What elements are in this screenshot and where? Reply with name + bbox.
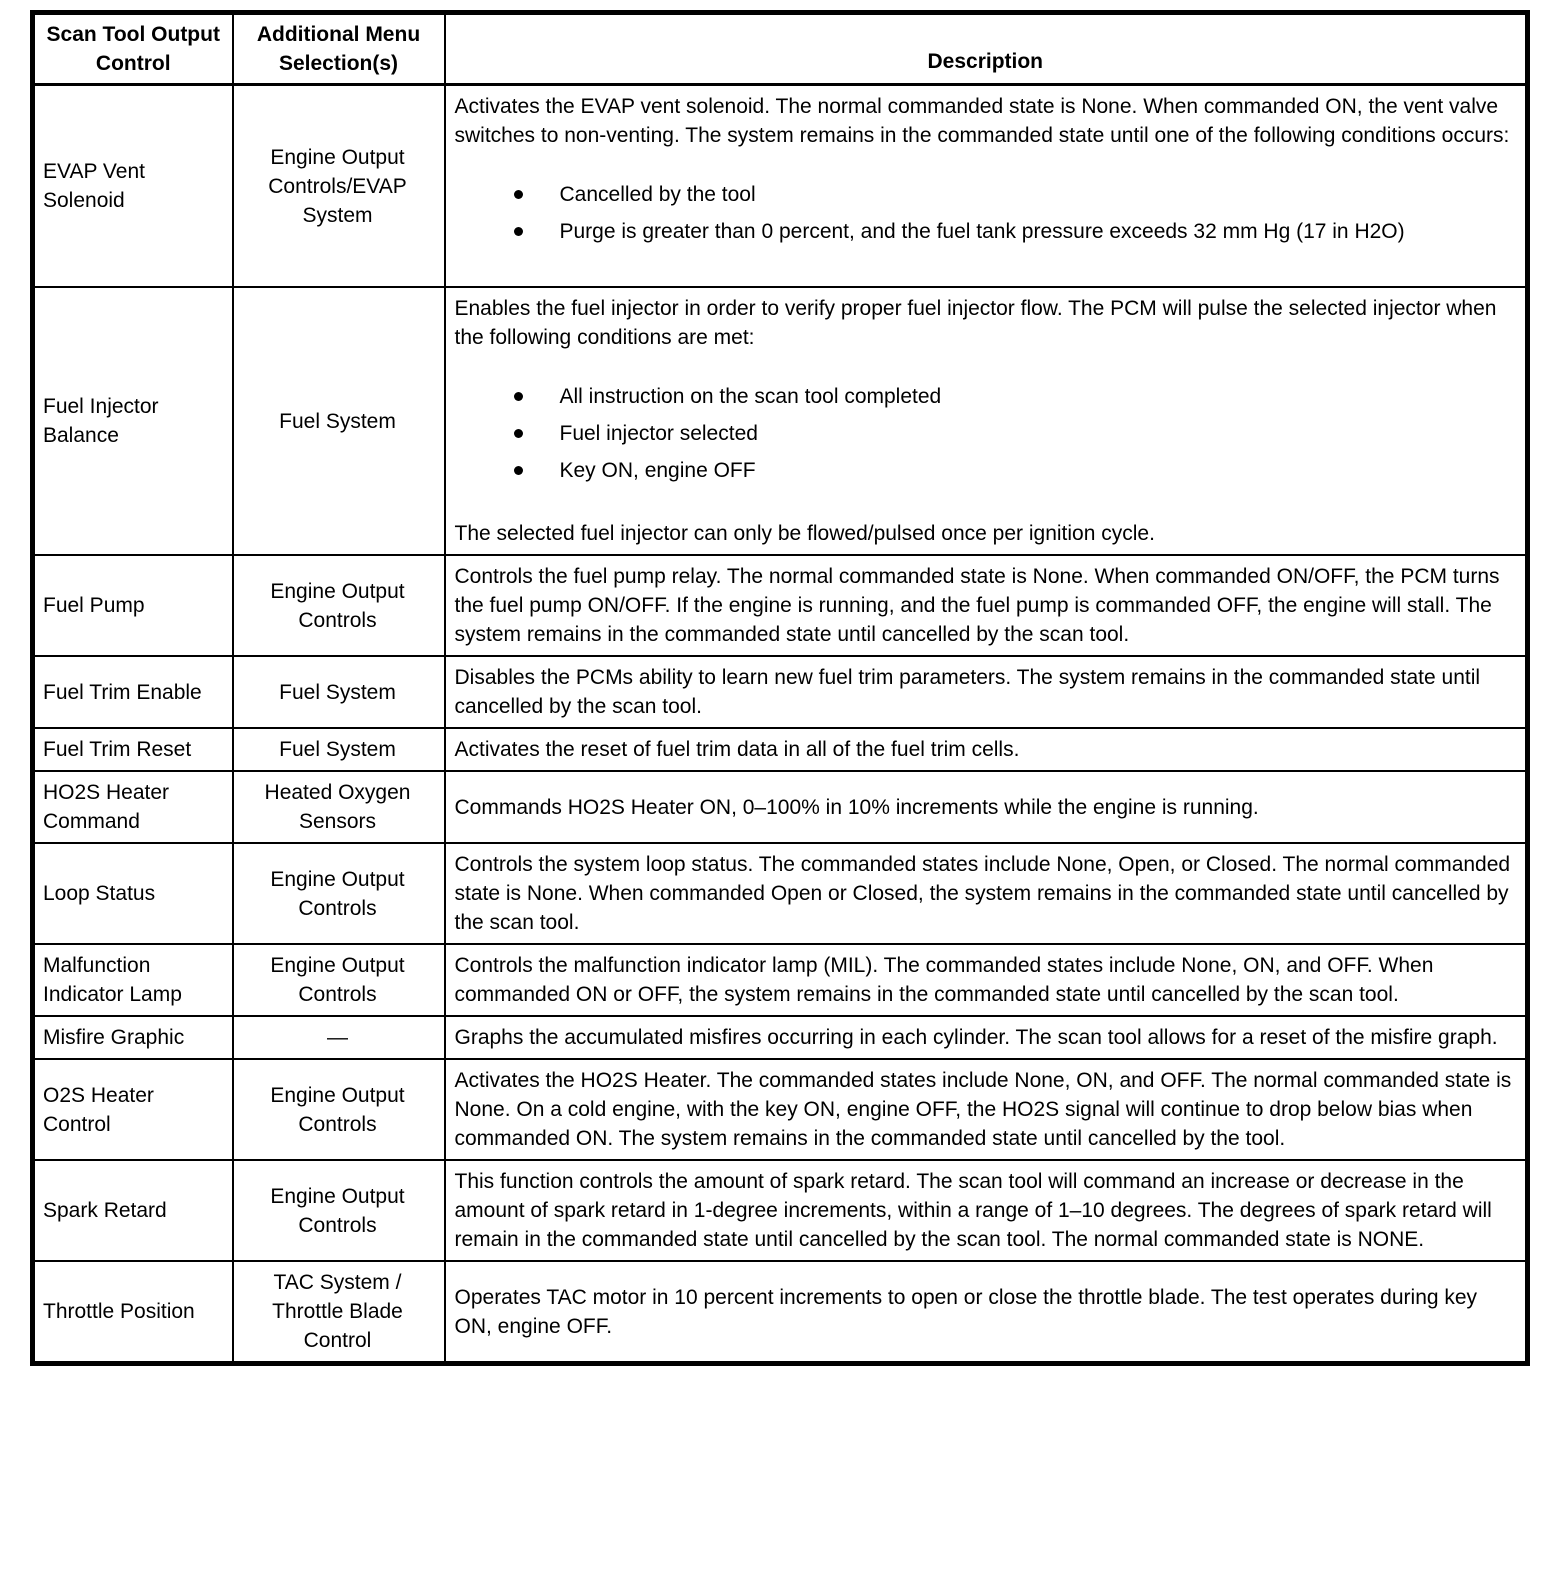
description-cell	[445, 1160, 1528, 1261]
header-additional-menu-selections: Additional Menu Selection(s)	[233, 13, 445, 85]
table-header	[33, 13, 1528, 85]
menu-cell: Fuel System	[233, 656, 445, 728]
menu-cell: —	[233, 1016, 445, 1059]
table-row	[33, 1261, 1528, 1364]
description-text: This function controls the amount of spark retard. The scan tool will command an increase or decrease in the amount of spark retard in 1-degree increments, within a range of 1–10 degrees. The degrees of spark retard will remain in the commanded state until cancelled by the scan tool. The normal commanded state is NONE.	[454, 1170, 1492, 1251]
control-cell: O2S Heater Control	[33, 1059, 233, 1160]
menu-cell: Fuel System	[233, 728, 445, 771]
description-cell	[445, 1016, 1528, 1059]
bullet-list	[455, 382, 1516, 485]
control-cell: EVAP Vent Solenoid	[33, 85, 233, 288]
menu-cell: Engine Output Controls	[233, 944, 445, 1016]
control-cell: Malfunction Indicator Lamp	[33, 944, 233, 1016]
description-text: Enables the fuel injector in order to verify proper fuel injector flow. The PCM will pulse the selected injector when the following conditions are met:	[454, 297, 1497, 349]
menu-cell: TAC System / Throttle Blade Control	[233, 1261, 445, 1364]
description-text: The selected fuel injector can only be flowed/pulsed once per ignition cycle.	[454, 522, 1155, 545]
description-cell	[445, 85, 1528, 288]
table-row	[33, 1016, 1528, 1059]
table-row	[33, 555, 1528, 656]
description-text: Controls the fuel pump relay. The normal commanded state is None. When commanded ON/OFF, the PCM turns the fuel pump ON/OFF. If the engine is running, and the fuel pump is commanded OFF, the engine will stall. The system remains in the commanded state until cancelled by the scan tool.	[454, 565, 1500, 646]
description-cell	[445, 287, 1528, 555]
menu-cell: Engine Output Controls	[233, 843, 445, 944]
description-cell	[445, 555, 1528, 656]
description-text: Activates the EVAP vent solenoid. The normal commanded state is None. When commanded ON, the vent valve switches to non-venting. The system remains in the commanded state until one of the following conditions occurs:	[454, 95, 1510, 147]
table-row	[33, 1059, 1528, 1160]
table-row	[33, 85, 1528, 288]
description-cell	[445, 944, 1528, 1016]
description-cell	[445, 728, 1528, 771]
table-row	[33, 1160, 1528, 1261]
bullet-item: Cancelled by the tool	[560, 180, 1516, 209]
description-cell	[445, 771, 1528, 843]
description-cell	[445, 656, 1528, 728]
description-text: Commands HO2S Heater ON, 0–100% in 10% increments while the engine is running.	[454, 795, 1259, 819]
table-body	[33, 85, 1528, 1364]
control-cell: Fuel Trim Enable	[33, 656, 233, 728]
description-text: Controls the system loop status. The commanded states include None, Open, or Closed. The normal commanded state is None. When commanded Open or Closed, the system remains in the commanded state until cancelled by the scan tool.	[454, 853, 1511, 934]
scan-tool-output-table	[30, 10, 1530, 1366]
control-cell: Fuel Injector Balance	[33, 287, 233, 555]
menu-cell: Fuel System	[233, 287, 445, 555]
bullet-item: Purge is greater than 0 percent, and the fuel tank pressure exceeds 32 mm Hg (17 in H2O)	[560, 217, 1516, 246]
description-text: Operates TAC motor in 10 percent increments to open or close the throttle blade. The test operates during key ON, engine OFF.	[454, 1285, 1478, 1338]
table-row	[33, 728, 1528, 771]
table-row	[33, 843, 1528, 944]
control-cell: Fuel Pump	[33, 555, 233, 656]
menu-cell: Engine Output Controls	[233, 555, 445, 656]
table-row	[33, 944, 1528, 1016]
description-cell	[445, 1261, 1528, 1364]
description-text: Graphs the accumulated misfires occurring in each cylinder. The scan tool allows for a reset of the misfire graph.	[454, 1026, 1498, 1049]
control-cell: HO2S Heater Command	[33, 771, 233, 843]
menu-cell: Engine Output Controls	[233, 1059, 445, 1160]
header-description: Description	[445, 13, 1528, 85]
description-text: Activates the HO2S Heater. The commanded states include None, ON, and OFF. The normal commanded state is None. On a cold engine, with the key ON, engine OFF, the HO2S signal will continue to drop below bias when commanded ON. The system remains in the commanded state until cancelled by the tool.	[454, 1069, 1512, 1150]
menu-cell: Engine Output Controls/EVAP System	[233, 85, 445, 288]
header-scan-tool-output-control: Scan Tool Output Control	[33, 13, 233, 85]
menu-cell: Heated Oxygen Sensors	[233, 771, 445, 843]
bullet-list	[455, 180, 1516, 246]
description-cell	[445, 843, 1528, 944]
description-text: Activates the reset of fuel trim data in all of the fuel trim cells.	[454, 738, 1020, 761]
menu-cell: Engine Output Controls	[233, 1160, 445, 1261]
header-row	[33, 13, 1528, 85]
control-cell: Misfire Graphic	[33, 1016, 233, 1059]
bullet-item: Key ON, engine OFF	[560, 456, 1516, 485]
table-row	[33, 771, 1528, 843]
bullet-item: Fuel injector selected	[560, 419, 1516, 448]
table-row	[33, 656, 1528, 728]
description-text: Controls the malfunction indicator lamp (MIL). The commanded states include None, ON, and OFF. When commanded ON or OFF, the system remains in the commanded state until cancelled by the scan tool.	[454, 954, 1434, 1006]
control-cell: Loop Status	[33, 843, 233, 944]
bullet-item: All instruction on the scan tool completed	[560, 382, 1516, 411]
control-cell: Throttle Position	[33, 1261, 233, 1364]
description-cell	[445, 1059, 1528, 1160]
table-row	[33, 287, 1528, 555]
control-cell: Spark Retard	[33, 1160, 233, 1261]
control-cell: Fuel Trim Reset	[33, 728, 233, 771]
description-text: Disables the PCMs ability to learn new fuel trim parameters. The system remains in the commanded state until cancelled by the scan tool.	[454, 666, 1481, 718]
